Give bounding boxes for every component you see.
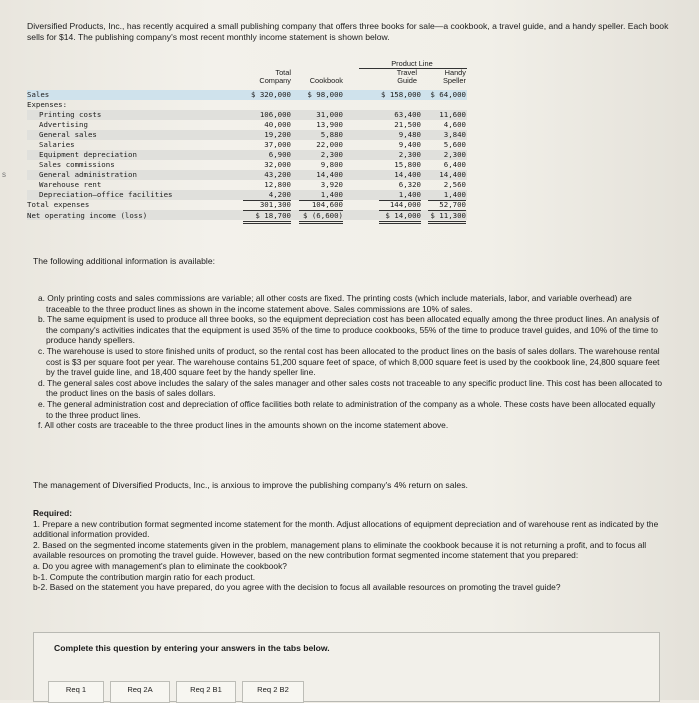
col-header-total: Total Company xyxy=(259,68,291,85)
management-statement: The management of Diversified Products, Inc., is anxious to improve the publishing company's 4% return on sales. xyxy=(33,480,468,490)
additional-info-heading: The following additional information is available: xyxy=(33,256,216,266)
additional-info-list xyxy=(38,293,663,431)
expense-row: Depreciation—office facilities 4,200 1,400 1,400 1,400 xyxy=(39,190,466,199)
tab-req-2b1[interactable]: Req 2 B1 xyxy=(176,681,236,703)
list-item: c. The warehouse is used to store finished units of product, so the rental cost has been allocated to the product lines on the basis of sales dollars. The warehouse rental cost is $3 per square foot per year. The warehouse contains 51,200 square feet of space, of which 8,000 square feet is used by the cookbook line, 24,800 square feet by the travel guide line, and 18,400 square feet by the handy speller line. xyxy=(38,345,660,378)
product-line-header: Product Line xyxy=(391,59,433,68)
margin-mark: s xyxy=(2,170,6,179)
expense-row: Equipment depreciation 6,900 2,300 2,300 2,300 xyxy=(39,150,466,159)
textbook-page: s Diversified Products, Inc., has recently acquired a small publishing company that offers three books for sale—a cookbook, a travel guide, and a handy speller. Each book sells for $14. The publishing company's most recent monthly income statement is shown below. Product Line Total Company Cookbook Travel Guide Handy Speller Sales $ 320,000 $ 98,000 $ 158,000 $ 64,000 Expenses: Printing costs 106,000 31,000 63,400 11,600 Advertising 40,000 13,900 21,500 4,600 General sales 19,200 5,880 9,480 3,840 Salaries 37,000 22,000 9,400 5,600 Equipment depreciation 6,900 2,300 2,300 2,300 Sales commissions 32,000 9,800 15,800 6,400 General administration 43,200 14,400 14,400 14,400 Warehouse rent 12,800 3,920 6,320 2,560 Depreciation—office facilities 4,200 1,400 1,400 1,400 Total expenses 301,300 104,600 144,000 52,700 Net operating income (loss) $ 18,700 $ (6,600) $ 14,000 $ 11,300 The following additional information is available: a. Only printing costs and sales commissions are variable; all other costs are fixed. The printing costs (which include materials, labor, and variable overhead) are traceable to the three product lines as shown in the income statement above. Sales commissions are 10% of sales. b. The same equipment is used to produce all three books, so the equipment depreciation cost has been allocated equally among the three product lines. An analysis of the company's activities indicates that the equipment is used 35% of the time to produce cookbooks, 55% of the time to produce travel guides, and 10% of the time to produce handy spellers. c. The warehouse is used to store finished units of product, so the rental cost has been allocated to the product lines on the basis of sales dollars. The warehouse rental cost is $3 per square foot per year. The warehouse contains 51,200 square feet of space, of which 8,000 square feet is used by the cookbook line, 24,800 square feet by the travel guide line, and 18,400 square feet by the handy speller line. d. The general sales cost above includes the salary of the sales manager and other sales costs not traceable to any specific product line. This cost has been allocated to the product lines on the basis of sales dollars. e. The general administration cost and depreciation of office facilities both relate to administration of the company as a whole. These costs have been allocated equally to the three product lines. f. All other costs are traceable to the three product lines in the amounts shown on the income statement above. The management of Diversified Products, Inc., is anxious to improve the publishing company's 4% return on sales. Required: 1. Prepare a new contribution format segmented income statement for the month. Adjust allocations of equipment depreciation and of warehouse rent as indicated by the additional information provided. 2. Based on the segmented income statements given in the problem, management plans to eliminate the cookbook because it is not returning a profit, and to focus all available resources on promoting the travel guide. However, based on the new contribution format segmented income statement that you prepared: a. Do you agree with management's plan to eliminate the cookbook? b-1. Compute the contribution margin ratio for each product. b-2. Based on the statement you have prepared, do you agree with the decision to focus all available resources on promoting the travel guide? Complete this question by entering your answers in the tabs below. Req 1 Req 2A Req 2 B1 Req 2 B2 xyxy=(0,0,699,700)
expense-row: General sales 19,200 5,880 9,480 3,840 xyxy=(39,130,466,139)
sales-row: Sales $ 320,000 $ 98,000 $ 158,000 $ 64,000 xyxy=(27,90,466,99)
col-header-cookbook: Cookbook xyxy=(309,76,343,85)
expense-row: Printing costs 106,000 31,000 63,400 11,600 xyxy=(39,110,466,119)
intro-paragraph: Diversified Products, Inc., has recently acquired a small publishing company that offers three books for sale—a cookbook, a travel guide, and a handy speller. Each book sells for $14. The publishing company's most recent monthly income statement is shown below. xyxy=(27,21,669,42)
col-header-speller: Handy Speller xyxy=(442,68,466,85)
expense-row: General administration 43,200 14,400 14,400 14,400 xyxy=(39,170,466,179)
expense-row: Sales commissions 32,000 9,800 15,800 6,400 xyxy=(39,160,466,169)
list-item: b. The same equipment is used to produce all three books, so the equipment depreciation cost has been allocated equally among the three product lines. An analysis of the company's activities indicates that the equipment is used 35% of the time to produce cookbooks, 55% of the time to produce travel guides, and 10% of the time to produce handy spellers. xyxy=(38,314,659,346)
tab-req-2a[interactable]: Req 2A xyxy=(110,681,170,703)
expense-row: Advertising 40,000 13,900 21,500 4,600 xyxy=(39,120,466,129)
required-item: 1. Prepare a new contribution format segmented income statement for the month. Adjust allocations of equipment depreciation and of warehouse rent as indicated by the additional information provided. xyxy=(33,518,659,540)
col-header-travel: Travel Guide xyxy=(396,68,417,85)
tab-req-2b2[interactable]: Req 2 B2 xyxy=(242,681,304,703)
required-item: a. Do you agree with management's plan to eliminate the cookbook? xyxy=(33,560,287,571)
required-item: b-1. Compute the contribution margin ratio for each product. xyxy=(33,571,256,582)
total-expenses-row: Total expenses 301,300 104,600 144,000 52,700 xyxy=(27,200,466,209)
list-item: d. The general sales cost above includes the salary of the sales manager and other sales costs not traceable to any specific product line. This cost has been allocated to the product lines on the basis of sales dollars. xyxy=(38,377,662,399)
tab-req-1[interactable]: Req 1 xyxy=(48,681,104,703)
list-item: f. All other costs are traceable to the three product lines in the amounts shown on the income statement above. xyxy=(38,420,449,431)
list-item: a. Only printing costs and sales commissions are variable; all other costs are fixed. The printing costs (which include materials, labor, and variable overhead) are traceable to the three product lines as shown in the income statement above. Sales commissions are 10% of sales. xyxy=(38,293,632,314)
expense-row: Salaries 37,000 22,000 9,400 5,600 xyxy=(39,140,466,149)
required-item: 2. Based on the segmented income statements given in the problem, management plans to eliminate the cookbook because it is not returning a profit, and to focus all available resources on promoting the travel guide. However, based on the new contribution format segmented income statement that you prepared: xyxy=(33,539,647,561)
required-label: Required: xyxy=(33,508,73,518)
required-item: b-2. Based on the statement you have prepared, do you agree with the decision to focus all available resources on promoting the travel guide? xyxy=(33,582,561,593)
answer-panel xyxy=(33,632,660,702)
complete-prompt: Complete this question by entering your answers in the tabs below. xyxy=(54,643,330,653)
expense-row: Warehouse rent 12,800 3,920 6,320 2,560 xyxy=(39,180,466,189)
required-section xyxy=(33,508,673,593)
list-item: e. The general administration cost and depreciation of office facilities both relate to administration of the company as a whole. These costs have been allocated equally to the three product lines. xyxy=(38,398,656,420)
net-income-row: Net operating income (loss) $ 18,700 $ (6,600) $ 14,000 $ 11,300 xyxy=(27,211,466,220)
